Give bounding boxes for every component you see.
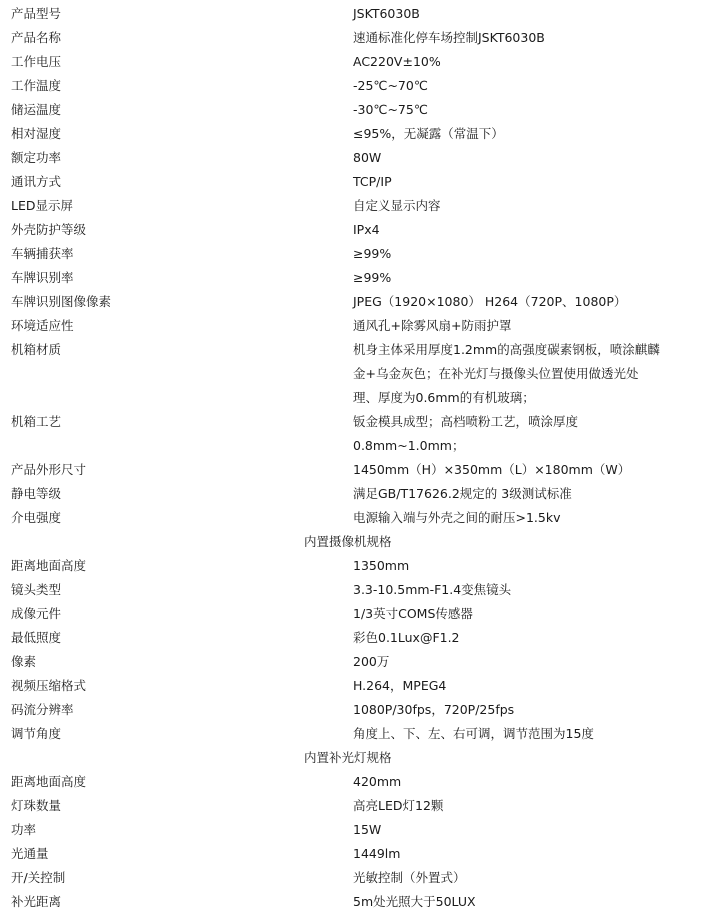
spec-value-line: 420mm <box>353 774 402 789</box>
spec-value-line: 满足GB/T17626.2规定的 3级测试标准 <box>353 486 572 501</box>
spec-label: 通讯方式 <box>11 174 62 189</box>
spec-label: LED显示屏 <box>11 198 73 213</box>
spec-value <box>353 170 693 194</box>
spec-value <box>353 482 693 506</box>
spec-value-line: 1350mm <box>353 558 410 573</box>
spec-value <box>353 98 693 122</box>
spec-value <box>353 626 693 650</box>
spec-row <box>0 602 701 626</box>
spec-label: 镜头类型 <box>11 582 62 597</box>
spec-value <box>353 410 693 458</box>
spec-row <box>0 170 701 194</box>
spec-row <box>0 146 701 170</box>
spec-row <box>0 242 701 266</box>
spec-value-line: 彩色0.1Lux@F1.2 <box>353 630 460 645</box>
spec-label: 光通量 <box>11 846 49 861</box>
spec-value <box>353 842 693 866</box>
spec-value-line: 0.8mm~1.0mm； <box>353 438 465 453</box>
spec-value <box>353 146 693 170</box>
spec-value-line: -30℃~75℃ <box>353 102 428 117</box>
spec-label: 车辆捕获率 <box>11 246 74 261</box>
spec-table <box>0 2 701 914</box>
spec-value <box>353 122 693 146</box>
spec-value <box>353 194 693 218</box>
spec-value-line: 1080P/30fps，720P/25fps <box>353 702 515 717</box>
spec-value-line: AC220V±10% <box>353 54 441 69</box>
spec-value <box>353 674 693 698</box>
spec-row <box>0 218 701 242</box>
spec-label: 产品名称 <box>11 30 62 45</box>
spec-value <box>353 218 693 242</box>
spec-value-line: 金+乌金灰色；在补光灯与摄像头位置使用做透光处 <box>353 366 639 381</box>
spec-label: 相对湿度 <box>11 126 62 141</box>
spec-label: 视频压缩格式 <box>11 678 87 693</box>
spec-value <box>353 314 693 338</box>
spec-value-line: -25℃~70℃ <box>353 78 428 93</box>
spec-value-line: 1/3英寸COMS传感器 <box>353 606 473 621</box>
spec-value <box>353 818 693 842</box>
spec-value-line: 机身主体采用厚度1.2mm的高强度碳素钢板，喷涂麒麟 <box>353 342 660 357</box>
spec-value <box>353 722 693 746</box>
spec-value <box>353 506 693 530</box>
spec-label: 机箱材质 <box>11 342 62 357</box>
spec-value <box>353 770 693 794</box>
spec-label: 产品型号 <box>11 6 62 21</box>
spec-label: 工作电压 <box>11 54 62 69</box>
spec-value-line: H.264，MPEG4 <box>353 678 447 693</box>
spec-value-line: 钣金模具成型；高档喷粉工艺，喷涂厚度 <box>353 414 579 429</box>
spec-row <box>0 2 701 26</box>
spec-row <box>0 626 701 650</box>
spec-value <box>353 338 693 410</box>
spec-value <box>353 890 693 914</box>
spec-value-line: 80W <box>353 150 382 165</box>
spec-label: 机箱工艺 <box>11 414 62 429</box>
spec-row <box>0 770 701 794</box>
spec-row <box>0 26 701 50</box>
spec-value-line: JSKT6030B <box>353 6 420 21</box>
spec-label: 开/关控制 <box>11 870 66 885</box>
spec-label: 工作温度 <box>11 78 62 93</box>
spec-value-line: 高亮LED灯12颗 <box>353 798 444 813</box>
spec-row <box>0 338 701 410</box>
spec-label: 调节角度 <box>11 726 62 741</box>
spec-row <box>0 194 701 218</box>
spec-value <box>353 866 693 890</box>
spec-value-line: IPx4 <box>353 222 380 237</box>
spec-value <box>353 554 693 578</box>
spec-value-line: TCP/IP <box>353 174 392 189</box>
spec-value-line: 5m处光照大于50LUX <box>353 894 476 909</box>
spec-value-line: 1450mm（H）×350mm（L）×180mm（W） <box>353 462 631 477</box>
section-camera-title: 内置摄像机规格 <box>304 534 392 549</box>
spec-label: 像素 <box>11 654 37 669</box>
spec-row <box>0 818 701 842</box>
spec-row <box>0 794 701 818</box>
spec-label: 补光距离 <box>11 894 62 909</box>
spec-value-line: 200万 <box>353 654 390 669</box>
spec-label: 环境适应性 <box>11 318 74 333</box>
spec-value <box>353 578 693 602</box>
spec-value-line: 速通标准化停车场控制JSKT6030B <box>353 30 545 45</box>
spec-row <box>0 482 701 506</box>
spec-label: 码流分辨率 <box>11 702 74 717</box>
spec-row <box>0 722 701 746</box>
spec-value-line: 3.3-10.5mm-F1.4变焦镜头 <box>353 582 512 597</box>
spec-label: 储运温度 <box>11 102 62 117</box>
spec-row <box>0 578 701 602</box>
spec-value-line: 电源输入端与外壳之间的耐压>1.5kv <box>353 510 561 525</box>
spec-label: 静电等级 <box>11 486 62 501</box>
spec-row <box>0 890 701 914</box>
spec-row <box>0 74 701 98</box>
spec-value <box>353 266 693 290</box>
spec-row <box>0 674 701 698</box>
spec-row <box>0 698 701 722</box>
section-light-title: 内置补光灯规格 <box>304 750 392 765</box>
spec-value <box>353 26 693 50</box>
spec-value-line: ≥99% <box>353 246 392 261</box>
spec-row <box>0 290 701 314</box>
spec-group-camera <box>0 554 701 746</box>
spec-row <box>0 314 701 338</box>
spec-row <box>0 842 701 866</box>
spec-row <box>0 50 701 74</box>
spec-row <box>0 866 701 890</box>
spec-value <box>353 698 693 722</box>
spec-row <box>0 98 701 122</box>
spec-label: 外壳防护等级 <box>11 222 87 237</box>
spec-label: 灯珠数量 <box>11 798 62 813</box>
spec-value <box>353 290 693 314</box>
spec-label: 介电强度 <box>11 510 62 525</box>
spec-value <box>353 242 693 266</box>
spec-value <box>353 794 693 818</box>
spec-value-line: ≥99% <box>353 270 392 285</box>
spec-row <box>0 266 701 290</box>
spec-row <box>0 410 701 458</box>
spec-label: 成像元件 <box>11 606 62 621</box>
spec-group-light <box>0 770 701 914</box>
spec-value-line: 自定义显示内容 <box>353 198 441 213</box>
spec-row <box>0 458 701 482</box>
spec-value-line: 角度上、下、左、右可调，调节范围为15度 <box>353 726 594 741</box>
spec-value <box>353 50 693 74</box>
spec-value <box>353 458 693 482</box>
spec-value <box>353 650 693 674</box>
spec-row <box>0 554 701 578</box>
spec-group-main <box>0 2 701 530</box>
spec-value <box>353 2 693 26</box>
spec-value <box>353 602 693 626</box>
spec-label: 额定功率 <box>11 150 62 165</box>
spec-row <box>0 650 701 674</box>
spec-label: 功率 <box>11 822 37 837</box>
spec-value-line: ≤95%，无凝露（常温下） <box>353 126 504 141</box>
spec-value-line: 15W <box>353 822 382 837</box>
spec-value <box>353 74 693 98</box>
spec-label: 车牌识别图像像素 <box>11 294 112 309</box>
spec-label: 产品外形尺寸 <box>11 462 87 477</box>
spec-value-line: JPEG（1920×1080） H264（720P、1080P） <box>353 294 627 309</box>
spec-label: 距离地面高度 <box>11 558 87 573</box>
spec-value-line: 光敏控制（外置式） <box>353 870 466 885</box>
spec-label: 车牌识别率 <box>11 270 74 285</box>
spec-label: 距离地面高度 <box>11 774 87 789</box>
spec-value-line: 通风孔+除雾风扇+防雨护罩 <box>353 318 512 333</box>
spec-row <box>0 506 701 530</box>
spec-row <box>0 122 701 146</box>
spec-value-line: 理、厚度为0.6mm的有机玻璃； <box>353 390 535 405</box>
spec-label: 最低照度 <box>11 630 62 645</box>
spec-value-line: 1449lm <box>353 846 401 861</box>
